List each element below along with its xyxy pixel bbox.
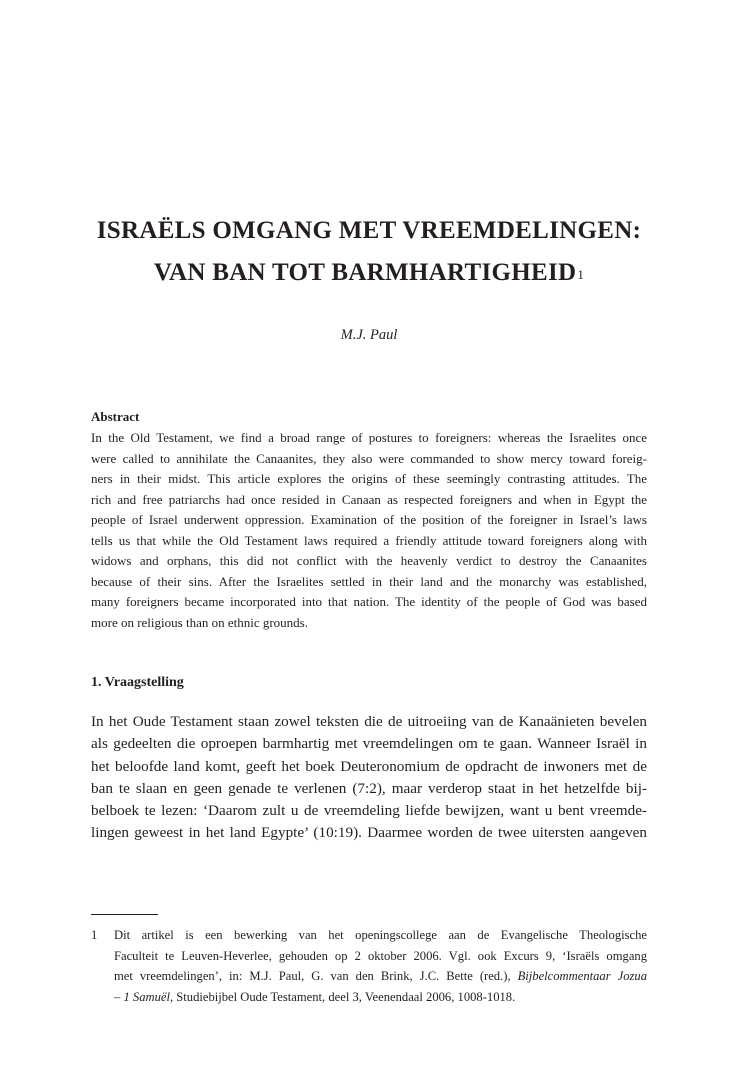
title-line-2-text: VAN BAN TOT BARMHARTIGHEID: [153, 259, 577, 286]
abstract-line: many foreigners became incorporated into that nation. The identity of the people of God was based: [91, 594, 647, 609]
abstract-line: In the Old Testament, we find a broad range of postures to foreigners: whereas the Israelites once: [91, 430, 647, 445]
footnote-book-title: Bijbelcommentaar Jozua: [517, 969, 648, 983]
footnote-line-4-text: Studiebijbel Oude Testament, deel 3, Veenendaal 2006, 1008-1018.: [173, 989, 516, 1004]
body-line: In het Oude Testament staan zowel teksten die de uitroeiing van de Kanaänieten bevelen: [91, 713, 647, 730]
title-line-2: [60, 254, 678, 292]
title-footnote-marker[interactable]: 1: [577, 267, 585, 282]
abstract-line: people of Israel underwent oppression. Examination of the position of the foreigner in Israel’s laws: [91, 512, 647, 527]
author: M.J. Paul: [340, 327, 398, 343]
footnote-line: Dit artikel is een bewerking van het openingscollege aan de Evangelische Theologische: [114, 928, 647, 942]
footnote-line: [114, 987, 647, 1008]
section-heading: 1. Vraagstelling: [91, 675, 184, 690]
abstract-line: rich and free patriarchs had once resided in Canaan as respected foreigners and when in Egypt the: [91, 491, 647, 507]
section-body: [91, 711, 647, 845]
body-line: belboek te lezen: ‘Daarom zult u de vreemdeling liefde bewijzen, want u bent vreemde-: [91, 802, 647, 820]
footnote-text: [114, 925, 647, 1007]
footnote: [91, 925, 647, 1007]
body-line: het beloofde land komt, geeft het boek Deuteronomium de opdracht de inwoners met de: [91, 757, 647, 775]
abstract-line: because of their sins. After the Israelites settled in their land and the monarchy was established,: [91, 573, 647, 589]
footnote-line: [114, 966, 647, 987]
footnote-book-title-cont: – 1 Samuël,: [114, 989, 174, 1004]
abstract-line: more on religious than on ethnic grounds.: [91, 614, 308, 630]
abstract-line: ners in their midst. This article explores the origins of these seemingly contrasting attitudes. The: [91, 471, 647, 486]
body-line: ban te slaan en geen genade te verlenen (7:2), maar verderop staat in het hetzelfde bij-: [91, 779, 647, 797]
abstract-heading: Abstract: [91, 409, 140, 424]
footnote-line-3-text: met vreemdelingen’, in: M.J. Paul, G. van den Brink, J.C. Bette (red.),: [114, 969, 518, 983]
footnote-separator: [91, 914, 158, 915]
footnote-line: Faculteit te Leuven-Heverlee, gehouden op 2 oktober 2006. Vgl. ook Excurs 9, ‘Israëls omgang: [114, 948, 647, 963]
abstract-line: were called to annihilate the Canaanites, they also were commanded to show mercy toward foreig-: [91, 450, 647, 466]
body-line: als gedeelten die oproepen barmhartig met vreemdelingen om te gaan. Wanneer Israël in: [91, 735, 647, 753]
footnote-number: 1: [91, 928, 98, 942]
title-line-1: ISRAËLS OMGANG MET VREEMDELINGEN:: [96, 217, 642, 244]
abstract-line: tells us that while the Old Testament laws required a friendly attitude toward foreigners along with: [91, 532, 647, 548]
abstract-body: [91, 428, 647, 633]
abstract-line: widows and orphans, this did not conflict with the heavenly verdict to destroy the Canaanites: [91, 553, 647, 568]
body-line: lingen geweest in het land Egypte’ (10:19). Daarmee worden de twee uitersten aangeven: [91, 824, 647, 842]
